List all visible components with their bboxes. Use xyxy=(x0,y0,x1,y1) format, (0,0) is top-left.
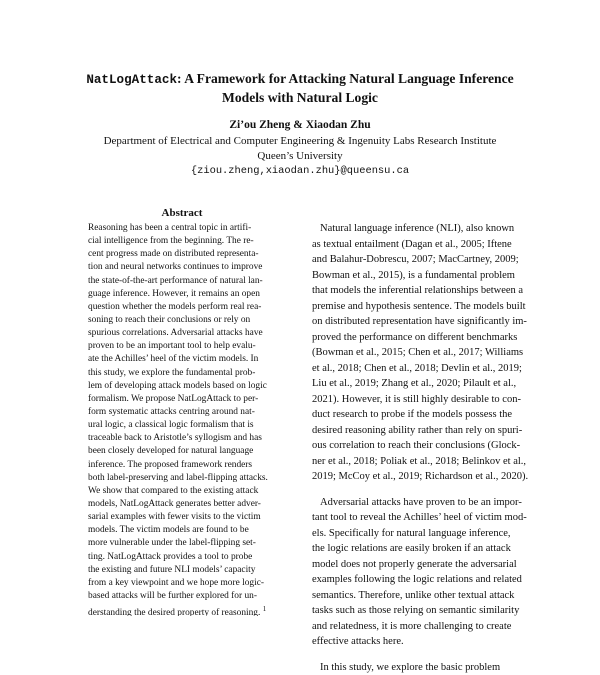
abstract-line: cial intelligence from the beginning. The re- xyxy=(88,235,278,248)
intro-line: 2021). However, it is still highly desirable to con- xyxy=(312,392,530,408)
abstract-line: the state-of-the-art performance of natural lan- xyxy=(88,275,278,288)
intro-line: Liu et al., 2019; Zhang et al., 2020; Pilault et al., xyxy=(312,376,530,392)
abstract-body xyxy=(88,222,278,616)
introduction-body xyxy=(312,221,530,675)
affiliation-university: Queen’s University xyxy=(40,150,560,162)
paper-title xyxy=(40,70,560,106)
abstract-line: sarial examples with fewer visits to the victim xyxy=(88,511,278,524)
abstract-line: spurious correlations. Adversarial attacks have xyxy=(88,327,278,340)
abstract-line: based attacks will be further explored for un- xyxy=(88,590,278,603)
intro-line: model does not properly generate the adversarial xyxy=(312,557,530,573)
abstract-line: question whether the models perform real rea- xyxy=(88,301,278,314)
abstract-line: ate the Achilles’ heel of the victim models. In xyxy=(88,353,278,366)
intro-line: tant tool to reveal the Achilles’ heel of victim mod- xyxy=(312,510,530,526)
abstract-line: proven to be an important tool to help evalu- xyxy=(88,340,278,353)
abstract-line: both label-preserving and label-flipping attacks. xyxy=(88,472,278,485)
title-line-2: Models with Natural Logic xyxy=(40,89,560,106)
intro-line: the logic relations are easily broken if an attack xyxy=(312,541,530,557)
abstract-line: lem of developing attack models based on logic xyxy=(88,380,278,393)
paragraph-gap xyxy=(312,485,530,495)
intro-line: In this study, we explore the basic problem xyxy=(312,660,530,675)
intro-line: effective attacks here. xyxy=(312,634,530,650)
abstract-line-last xyxy=(88,603,278,616)
abstract-line: models. The victim models are found to be xyxy=(88,524,278,537)
abstract-line: this study, we explore the fundamental prob- xyxy=(88,367,278,380)
intro-line: Adversarial attacks have proven to be an impor- xyxy=(312,495,530,511)
intro-line: (Bowman et al., 2015; Chen et al., 2017; Williams xyxy=(312,345,530,361)
intro-line: and Balahur-Dobrescu, 2007; MacCartney, 2009; xyxy=(312,252,530,268)
intro-line: as textual entailment (Dagan et al., 2005; Iftene xyxy=(312,237,530,253)
intro-line: 2019; McCoy et al., 2019; Richardson et al., 2020). xyxy=(312,469,530,485)
intro-line: on distributed representation have significantly im- xyxy=(312,314,530,330)
abstract-line: form systematic attacks centring around nat- xyxy=(88,406,278,419)
abstract-line: ting. NatLogAttack provides a tool to probe xyxy=(88,551,278,564)
intro-line: duct research to probe if the models possess the xyxy=(312,407,530,423)
title-line-1-rest: : A Framework for Attacking Natural Language Inference xyxy=(177,71,514,86)
abstract-line: the existing and future NLI models’ capacity xyxy=(88,564,278,577)
abstract-line: inference. The proposed framework renders xyxy=(88,459,278,472)
abstract-line: soning to reach their conclusions or rely on xyxy=(88,314,278,327)
abstract-line: traceable back to Aristotle’s syllogism and has xyxy=(88,432,278,445)
paragraph-gap xyxy=(312,650,530,660)
intro-line: Natural language inference (NLI), also known xyxy=(312,221,530,237)
abstract-line: ural logic, a classical logic formalism that is xyxy=(88,419,278,432)
abstract-line: guage inference. However, it remains an open xyxy=(88,288,278,301)
abstract-line: cent progress made on distributed representa- xyxy=(88,248,278,261)
abstract-line: tion and neural networks continues to improve xyxy=(88,261,278,274)
footnote-marker: 1 xyxy=(263,605,267,613)
intro-line: and relatedness, it is more challenging to create xyxy=(312,619,530,635)
author-list: Zi’ou Zheng & Xiaodan Zhu xyxy=(40,119,560,131)
abstract-line: We show that compared to the existing attack xyxy=(88,485,278,498)
abstract-last-text: derstanding the desired property of reasoning. xyxy=(88,608,260,616)
intro-line: premise and hypothesis sentence. The models built xyxy=(312,299,530,315)
affiliation-department: Department of Electrical and Computer Engineering & Ingenuity Labs Research Institute xyxy=(40,135,560,147)
intro-line: semantics. Therefore, unlike other textual attack xyxy=(312,588,530,604)
author-email: {ziou.zheng,xiaodan.zhu}@queensu.ca xyxy=(40,165,560,177)
abstract-line: formalism. We propose NatLogAttack to per- xyxy=(88,393,278,406)
intro-line: els. Specifically for natural language inference, xyxy=(312,526,530,542)
intro-line: desired reasoning ability rather than rely on spuri- xyxy=(312,423,530,439)
title-line-1 xyxy=(40,70,560,89)
intro-line: that models the inferential relationships between a xyxy=(312,283,530,299)
abstract-line: Reasoning has been a central topic in artifi- xyxy=(88,222,278,235)
intro-line: ner et al., 2018; Poliak et al., 2018; Belinkov et al., xyxy=(312,454,530,470)
intro-line: et al., 2018; Chen et al., 2018; Devlin et al., 2019; xyxy=(312,361,530,377)
abstract-line: been closely developed for natural language xyxy=(88,445,278,458)
intro-line: ous correlation to reach their conclusions (Glock- xyxy=(312,438,530,454)
abstract-heading: Abstract xyxy=(82,207,282,219)
abstract-line: more vulnerable under the label-flipping set- xyxy=(88,537,278,550)
abstract-line: models, NatLogAttack generates better adver- xyxy=(88,498,278,511)
intro-line: proved the performance on different benchmarks xyxy=(312,330,530,346)
intro-line: Bowman et al., 2015), is a fundamental problem xyxy=(312,268,530,284)
title-system-name: NatLogAttack xyxy=(86,73,177,87)
intro-line: tasks such as those relying on semantic similarity xyxy=(312,603,530,619)
intro-line: examples following the logic relations and related xyxy=(312,572,530,588)
abstract-line: from a key viewpoint and we hope more logic- xyxy=(88,577,278,590)
